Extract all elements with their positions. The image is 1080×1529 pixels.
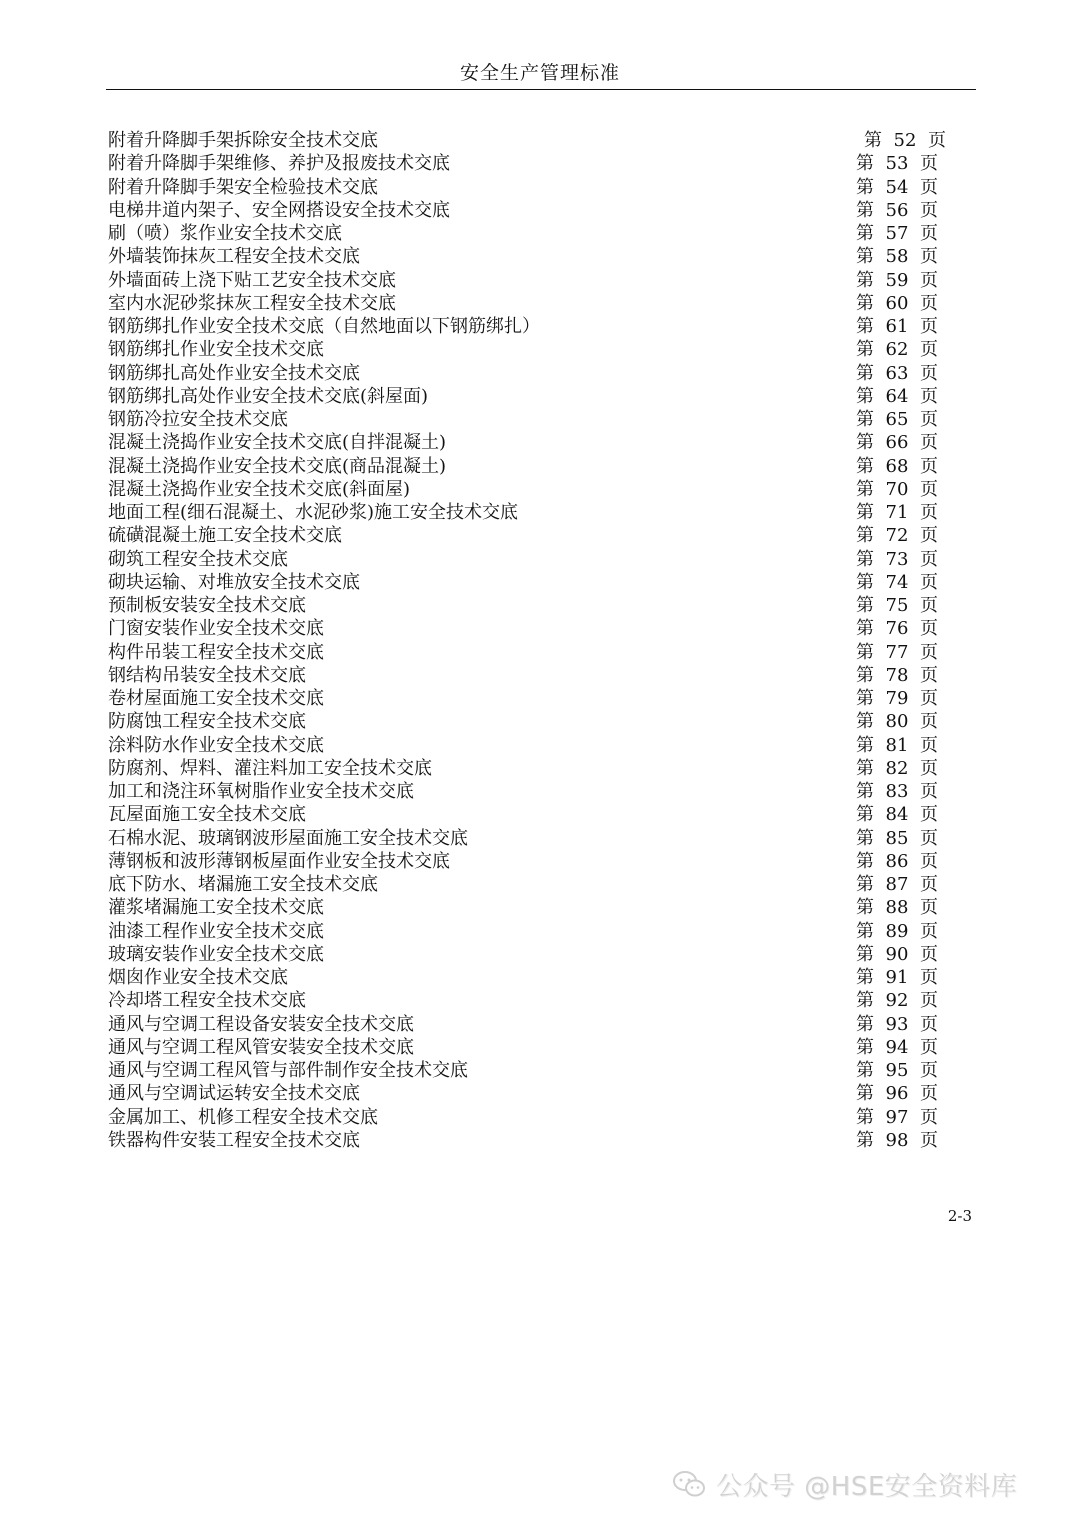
toc-entry-title: 通风与空调试运转安全技术交底: [108, 1083, 360, 1105]
toc-entry: [108, 1036, 938, 1059]
toc-entry-page: [856, 385, 938, 408]
toc-entry-title: 通风与空调工程风管安装安全技术交底: [108, 1036, 414, 1058]
toc-page-suffix: 页: [920, 943, 938, 965]
toc-page-number: 62: [885, 339, 909, 361]
toc-page-number: 82: [885, 757, 909, 779]
toc-page-prefix: 第: [856, 246, 874, 268]
toc-page-number: 98: [885, 1129, 909, 1151]
toc-page-prefix: 第: [856, 595, 874, 616]
toc-entry-page: [856, 199, 938, 222]
toc-page-prefix: 第: [856, 618, 874, 640]
toc-page-suffix: 页: [920, 571, 938, 593]
toc-entry-title: 油漆工程作业安全技术交底: [108, 920, 324, 942]
toc-entry: [108, 780, 938, 803]
toc-entry-title: 加工和浇注环氧树脂作业安全技术交底: [108, 781, 414, 802]
toc-entry: [108, 687, 938, 710]
toc-entry-page: [856, 734, 938, 757]
toc-entry-page: [856, 431, 938, 454]
toc-entry-page: [856, 245, 938, 268]
toc-page-number: 90: [885, 943, 909, 965]
toc-page-suffix: 页: [920, 153, 938, 175]
toc-page-suffix: 页: [920, 432, 938, 454]
toc-entry-page: [856, 315, 938, 338]
toc-entry-title: 防腐蚀工程安全技术交底: [108, 711, 306, 733]
toc-page-prefix: 第: [856, 967, 874, 988]
toc-entry-page: [856, 408, 938, 431]
toc-page-number: 60: [885, 292, 909, 314]
toc-entry-title: 室内水泥砂浆抹灰工程安全技术交底: [108, 292, 396, 314]
toc-entry-page: [856, 548, 938, 571]
toc-entry-page: [856, 501, 938, 524]
toc-entry: [108, 524, 938, 547]
toc-page-prefix: 第: [856, 316, 874, 337]
toc-page-number: 63: [885, 362, 909, 384]
toc-entry: [108, 501, 938, 524]
toc-entry-page: [856, 641, 938, 664]
toc-page-number: 57: [885, 223, 909, 244]
toc-page-prefix: 第: [856, 548, 874, 570]
toc-page-prefix: 第: [856, 571, 874, 593]
toc-page-prefix: 第: [856, 897, 874, 919]
toc-page-number: 88: [885, 897, 909, 919]
toc-page-number: 81: [885, 734, 909, 756]
toc-entry-page: [856, 827, 938, 850]
toc-page-prefix: 第: [856, 1036, 874, 1058]
toc-entry: [108, 827, 938, 850]
toc-entry-page: [856, 966, 938, 989]
watermark-text: 公众号 @HSE安全资料库: [716, 1471, 1018, 1502]
toc-page-number: 61: [885, 316, 909, 337]
toc-entry-title: 薄钢板和波形薄钢板屋面作业安全技术交底: [108, 850, 450, 872]
toc-page-prefix: 第: [856, 409, 874, 430]
toc-entry-page: [856, 1129, 938, 1152]
wechat-icon: [672, 1469, 706, 1499]
toc-entry-title: 灌浆堵漏施工安全技术交底: [108, 897, 324, 919]
toc-entry-title: 外墙面砖上浇下贴工艺安全技术交底: [108, 269, 396, 291]
toc-entry: [108, 152, 938, 175]
toc-entry-title: 冷却塔工程安全技术交底: [108, 990, 306, 1012]
toc-page-suffix: 页: [920, 316, 938, 337]
toc-entry: [108, 315, 938, 338]
toc-entry: [108, 338, 938, 361]
toc-page-number: 74: [885, 571, 909, 593]
toc-entry: [108, 199, 938, 222]
toc-entry-title: 通风与空调工程风管与部件制作安全技术交底: [108, 1060, 468, 1081]
toc-entry-page: [856, 1082, 938, 1105]
toc-entry-title: 涂料防水作业安全技术交底: [108, 734, 324, 756]
toc-page-prefix: 第: [856, 990, 874, 1012]
toc-page-number: 92: [885, 990, 909, 1012]
toc-entry: [108, 896, 938, 919]
toc-entry: [108, 1129, 938, 1152]
toc-entry: [108, 431, 938, 454]
toc-page-suffix: 页: [920, 292, 938, 314]
toc-page-number: 52: [893, 130, 917, 151]
toc-page-suffix: 页: [928, 130, 946, 151]
toc-entry-page: [856, 757, 938, 780]
toc-entry-title: 烟囱作业安全技术交底: [108, 967, 288, 988]
toc-entry-page: [856, 850, 938, 873]
toc-page-suffix: 页: [920, 385, 938, 407]
toc-entry-title: 瓦屋面施工安全技术交底: [108, 804, 306, 826]
toc-page-number: 95: [885, 1060, 909, 1081]
toc-page-prefix: 第: [856, 1013, 874, 1035]
toc-entry-title: 钢筋绑扎高处作业安全技术交底: [108, 362, 360, 384]
toc-entry-title: 金属加工、机修工程安全技术交底: [108, 1106, 378, 1128]
toc-entry-page: [856, 292, 938, 315]
toc-entry-title: 硫磺混凝土施工安全技术交底: [108, 525, 342, 547]
toc-page-suffix: 页: [920, 176, 938, 198]
toc-entry-title: 混凝土浇捣作业安全技术交底(自拌混凝土): [108, 432, 447, 454]
toc-page-prefix: 第: [856, 688, 874, 709]
toc-entry: [108, 873, 938, 896]
toc-page-prefix: 第: [856, 850, 874, 872]
toc-entry-title: 卷材屋面施工安全技术交底: [108, 688, 324, 709]
toc-entry-page: [856, 873, 938, 896]
toc-page-number: 75: [885, 595, 909, 616]
toc-entry-title: 刷（喷）浆作业安全技术交底: [108, 223, 342, 244]
toc-entry: [108, 478, 938, 501]
toc-page-prefix: 第: [856, 943, 874, 965]
toc-entry: [108, 245, 938, 268]
toc-entry-page: [856, 571, 938, 594]
toc-page-prefix: 第: [856, 199, 874, 221]
toc-entry-title: 门窗安装作业安全技术交底: [108, 618, 324, 640]
toc-page-number: 77: [885, 641, 909, 663]
toc-page-prefix: 第: [856, 641, 874, 663]
toc-page-suffix: 页: [920, 548, 938, 570]
toc-page-suffix: 页: [920, 850, 938, 872]
toc-page-prefix: 第: [856, 1129, 874, 1151]
toc-page-prefix: 第: [856, 1083, 874, 1105]
toc-page-suffix: 页: [920, 734, 938, 756]
toc-entry-title: 铁器构件安装工程安全技术交底: [108, 1129, 360, 1151]
toc-page-suffix: 页: [920, 1129, 938, 1151]
table-of-contents: [108, 129, 946, 1152]
toc-page-number: 66: [885, 432, 909, 454]
toc-page-prefix: 第: [856, 525, 874, 547]
toc-page-suffix: 页: [920, 711, 938, 733]
toc-page-suffix: 页: [920, 223, 938, 244]
toc-entry-page: [856, 1059, 938, 1082]
toc-entry-page: [856, 269, 938, 292]
toc-page-suffix: 页: [920, 920, 938, 942]
toc-page-prefix: 第: [864, 130, 882, 151]
toc-page-suffix: 页: [920, 478, 938, 500]
toc-entry: [108, 385, 938, 408]
toc-page-suffix: 页: [920, 502, 938, 523]
toc-page-suffix: 页: [920, 618, 938, 640]
toc-page-suffix: 页: [920, 757, 938, 779]
toc-entry-page: [856, 989, 938, 1012]
toc-entry: [108, 129, 946, 152]
toc-page-suffix: 页: [920, 804, 938, 826]
toc-page-number: 96: [885, 1083, 909, 1105]
toc-entry: [108, 222, 938, 245]
toc-page-number: 83: [885, 781, 909, 802]
toc-page-number: 78: [885, 664, 909, 686]
toc-page-number: 56: [885, 199, 909, 221]
toc-page-number: 94: [885, 1036, 909, 1058]
toc-entry-page: [856, 617, 938, 640]
toc-entry: [108, 1106, 938, 1129]
toc-entry-page: [856, 687, 938, 710]
toc-page-suffix: 页: [920, 1060, 938, 1081]
toc-page-prefix: 第: [856, 781, 874, 802]
watermark: [672, 1464, 1017, 1504]
toc-entry: [108, 943, 938, 966]
toc-entry-page: [856, 920, 938, 943]
toc-entry-title: 砌块运输、对堆放安全技术交底: [108, 571, 360, 593]
toc-entry-page: [856, 896, 938, 919]
toc-entry: [108, 850, 938, 873]
toc-entry-title: 钢筋绑扎作业安全技术交底（自然地面以下钢筋绑扎）: [108, 316, 540, 337]
toc-entry-page: [864, 129, 946, 152]
toc-entry-title: 附着升降脚手架拆除安全技术交底: [108, 130, 378, 151]
toc-entry: [108, 176, 938, 199]
toc-entry-title: 附着升降脚手架维修、养护及报废技术交底: [108, 153, 450, 175]
toc-page-number: 76: [885, 618, 909, 640]
toc-entry: [108, 408, 938, 431]
toc-entry-page: [856, 455, 938, 478]
toc-entry-title: 玻璃安装作业安全技术交底: [108, 943, 324, 965]
toc-page-suffix: 页: [920, 827, 938, 849]
toc-page-suffix: 页: [920, 1036, 938, 1058]
toc-entry: [108, 989, 938, 1012]
toc-page-number: 93: [885, 1013, 909, 1035]
toc-page-suffix: 页: [920, 990, 938, 1012]
toc-page-number: 72: [885, 525, 909, 547]
toc-entry-title: 砌筑工程安全技术交底: [108, 548, 288, 570]
toc-page-prefix: 第: [856, 920, 874, 942]
toc-page-number: 54: [885, 176, 909, 198]
toc-entry: [108, 641, 938, 664]
toc-entry-page: [856, 710, 938, 733]
toc-entry: [108, 571, 938, 594]
toc-page-prefix: 第: [856, 827, 874, 849]
toc-page-prefix: 第: [856, 223, 874, 244]
toc-entry-page: [856, 362, 938, 385]
toc-page-number: 65: [885, 409, 909, 430]
toc-page-prefix: 第: [856, 502, 874, 523]
toc-page-number: 91: [885, 967, 909, 988]
toc-page-prefix: 第: [856, 455, 874, 477]
toc-entry: [108, 292, 938, 315]
toc-page-suffix: 页: [920, 897, 938, 919]
toc-page-number: 68: [885, 455, 909, 477]
toc-entry: [108, 734, 938, 757]
toc-page-number: 97: [885, 1106, 909, 1128]
toc-entry: [108, 710, 938, 733]
toc-entry: [108, 1059, 938, 1082]
toc-entry: [108, 362, 938, 385]
toc-entry-page: [856, 1013, 938, 1036]
toc-page-suffix: 页: [920, 455, 938, 477]
toc-page-suffix: 页: [920, 1106, 938, 1128]
toc-entry: [108, 920, 938, 943]
toc-page-suffix: 页: [920, 688, 938, 709]
toc-page-number: 71: [885, 502, 909, 523]
toc-entry: [108, 617, 938, 640]
toc-entry-title: 地面工程(细石混凝土、水泥砂浆)施工安全技术交底: [108, 502, 519, 523]
toc-page-number: 53: [885, 153, 909, 175]
toc-page-number: 70: [885, 478, 909, 500]
toc-entry-title: 石棉水泥、玻璃钢波形屋面施工安全技术交底: [108, 827, 468, 849]
toc-page-number: 87: [885, 874, 909, 895]
toc-page-number: 85: [885, 827, 909, 849]
toc-entry-page: [856, 664, 938, 687]
toc-entry-title: 钢筋绑扎作业安全技术交底: [108, 339, 324, 361]
toc-entry: [108, 966, 938, 989]
toc-entry-page: [856, 780, 938, 803]
toc-page-suffix: 页: [920, 1013, 938, 1035]
toc-entry: [108, 594, 938, 617]
toc-entry-title: 外墙装饰抹灰工程安全技术交底: [108, 246, 360, 268]
toc-page-suffix: 页: [920, 641, 938, 663]
toc-page-prefix: 第: [856, 339, 874, 361]
toc-entry-title: 钢结构吊装安全技术交底: [108, 664, 306, 686]
toc-page-prefix: 第: [856, 478, 874, 500]
toc-page-number: 80: [885, 711, 909, 733]
toc-entry-page: [856, 152, 938, 175]
toc-page-suffix: 页: [920, 525, 938, 547]
toc-page-suffix: 页: [920, 246, 938, 268]
toc-page-number: 58: [885, 246, 909, 268]
toc-page-suffix: 页: [920, 967, 938, 988]
toc-entry-page: [856, 338, 938, 361]
toc-page-prefix: 第: [856, 804, 874, 826]
toc-entry-title: 底下防水、堵漏施工安全技术交底: [108, 874, 378, 895]
toc-page-number: 64: [885, 385, 909, 407]
toc-entry-title: 混凝土浇捣作业安全技术交底(斜面屋): [108, 478, 411, 500]
toc-entry-page: [856, 803, 938, 826]
toc-entry-title: 通风与空调工程设备安装安全技术交底: [108, 1013, 414, 1035]
header-rule: [106, 89, 976, 90]
toc-page-number: 59: [885, 269, 909, 291]
toc-page-suffix: 页: [920, 874, 938, 895]
toc-entry-title: 构件吊装工程安全技术交底: [108, 641, 324, 663]
toc-entry-page: [856, 524, 938, 547]
toc-entry-title: 防腐剂、焊料、灌注料加工安全技术交底: [108, 757, 432, 779]
toc-page-prefix: 第: [856, 269, 874, 291]
toc-entry-page: [856, 1036, 938, 1059]
toc-page-prefix: 第: [856, 711, 874, 733]
toc-page-prefix: 第: [856, 385, 874, 407]
toc-entry-title: 电梯井道内架子、安全网搭设安全技术交底: [108, 199, 450, 221]
toc-page-number: 84: [885, 804, 909, 826]
toc-entry-page: [856, 222, 938, 245]
toc-page-prefix: 第: [856, 734, 874, 756]
toc-entry: [108, 803, 938, 826]
toc-entry-page: [856, 943, 938, 966]
toc-entry: [108, 455, 938, 478]
toc-page-prefix: 第: [856, 757, 874, 779]
toc-page-prefix: 第: [856, 153, 874, 175]
toc-entry-page: [856, 594, 938, 617]
toc-page-number: 86: [885, 850, 909, 872]
toc-entry-title: 混凝土浇捣作业安全技术交底(商品混凝土): [108, 455, 447, 477]
toc-page-suffix: 页: [920, 362, 938, 384]
toc-page-suffix: 页: [920, 781, 938, 802]
toc-page-suffix: 页: [920, 409, 938, 430]
toc-entry-page: [856, 176, 938, 199]
page-header-title: 安全生产管理标准: [459, 62, 620, 84]
toc-page-prefix: 第: [856, 292, 874, 314]
toc-page-number: 89: [885, 920, 909, 942]
toc-entry: [108, 269, 938, 292]
page-number: 2-3: [947, 1207, 972, 1225]
toc-entry-title: 预制板安装安全技术交底: [108, 595, 306, 616]
toc-page-suffix: 页: [920, 595, 938, 616]
toc-page-prefix: 第: [856, 362, 874, 384]
toc-page-prefix: 第: [856, 176, 874, 198]
toc-entry-page: [856, 1106, 938, 1129]
toc-entry: [108, 757, 938, 780]
toc-page-number: 73: [885, 548, 909, 570]
toc-page-prefix: 第: [856, 1060, 874, 1081]
toc-entry: [108, 1082, 938, 1105]
toc-page-suffix: 页: [920, 664, 938, 686]
toc-entry-page: [856, 478, 938, 501]
toc-page-number: 79: [885, 688, 909, 709]
toc-page-suffix: 页: [920, 339, 938, 361]
toc-entry: [108, 548, 938, 571]
toc-entry-title: 钢筋冷拉安全技术交底: [108, 409, 288, 430]
toc-page-prefix: 第: [856, 874, 874, 895]
toc-page-prefix: 第: [856, 664, 874, 686]
toc-page-prefix: 第: [856, 1106, 874, 1128]
toc-page-prefix: 第: [856, 432, 874, 454]
toc-entry-title: 钢筋绑扎高处作业安全技术交底(斜屋面): [108, 385, 429, 407]
toc-page-suffix: 页: [920, 1083, 938, 1105]
toc-entry: [108, 664, 938, 687]
toc-entry: [108, 1013, 938, 1036]
toc-page-suffix: 页: [920, 199, 938, 221]
toc-page-suffix: 页: [920, 269, 938, 291]
toc-entry-title: 附着升降脚手架安全检验技术交底: [108, 176, 378, 198]
